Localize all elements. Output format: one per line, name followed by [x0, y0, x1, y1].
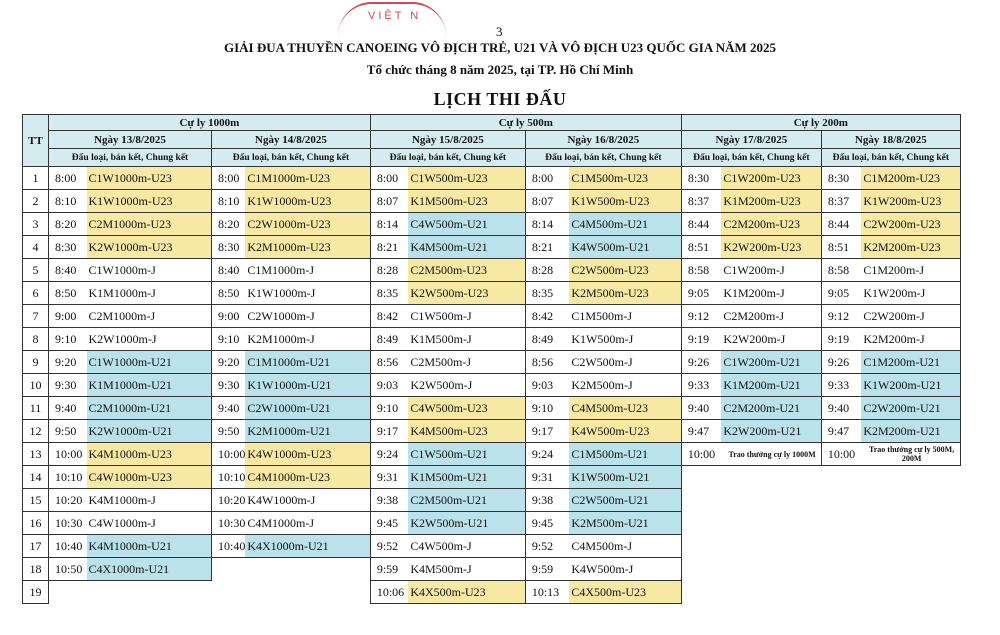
- race-event: C2W1000m-U21: [245, 397, 370, 420]
- row-number: 4: [23, 236, 49, 259]
- race-time: 9:45: [370, 512, 408, 535]
- race-time: 9:24: [370, 443, 408, 466]
- race-time: 8:00: [525, 167, 569, 190]
- race-time: 8:40: [49, 259, 87, 282]
- race-time: 9:19: [681, 328, 721, 351]
- race-event: K1M500m-J: [408, 328, 525, 351]
- race-time: 8:50: [49, 282, 87, 305]
- table-row: [23, 374, 961, 397]
- race-event: C4M500m-J: [569, 535, 681, 558]
- race-event: K2W1000m-J: [87, 328, 212, 351]
- empty-cell: [681, 489, 721, 512]
- empty-cell: [721, 581, 821, 604]
- race-event: C1W200m-U21: [721, 351, 821, 374]
- race-event: C4X1000m-U21: [87, 558, 212, 581]
- race-event: K2M200m-U21: [861, 420, 960, 443]
- race-time: 9:33: [681, 374, 721, 397]
- race-time: 9:24: [525, 443, 569, 466]
- race-event: K2M1000m-U23: [245, 236, 370, 259]
- empty-cell: [245, 558, 370, 581]
- race-event: C2W500m-U21: [569, 489, 681, 512]
- empty-cell: [212, 558, 246, 581]
- empty-cell: [681, 581, 721, 604]
- document-subtitle: Tổ chức tháng 8 năm 2025, tại TP. Hồ Chí Minh: [366, 62, 634, 77]
- race-event: K2W500m-U23: [408, 282, 525, 305]
- race-time: 9:19: [821, 328, 861, 351]
- empty-cell: [681, 535, 721, 558]
- table-row: [23, 167, 961, 190]
- row-number: 3: [23, 213, 49, 236]
- race-time: 9:40: [49, 397, 87, 420]
- distance-header-1000: Cự ly 1000m: [49, 115, 371, 131]
- race-time: 9:17: [525, 420, 569, 443]
- table-row: [23, 558, 961, 581]
- race-time: 8:07: [370, 190, 408, 213]
- table-row: [23, 397, 961, 420]
- document-title: GIẢI ĐUA THUYỀN CANOEING VÔ ĐỊCH TRẺ, U21 VÀ VÔ ĐỊCH U23 QUỐC GIA NĂM 2025: [223, 40, 777, 55]
- race-event: K2W500m-U21: [408, 512, 525, 535]
- race-time: 9:40: [681, 397, 721, 420]
- race-event: C2M500m-J: [408, 351, 525, 374]
- empty-cell: [861, 466, 960, 489]
- race-event: K4M1000m-J: [87, 489, 212, 512]
- race-event: K1M500m-U23: [408, 190, 525, 213]
- tt-header: TT: [23, 115, 49, 167]
- race-event: C2W200m-U21: [861, 397, 960, 420]
- table-row: [23, 213, 961, 236]
- race-event: K2M500m-J: [569, 374, 681, 397]
- race-event: C1W500m-U23: [408, 167, 525, 190]
- table-row: [23, 328, 961, 351]
- race-time: 9:38: [370, 489, 408, 512]
- race-event: K4X1000m-U21: [245, 535, 370, 558]
- empty-cell: [821, 512, 861, 535]
- race-time: 10:40: [212, 535, 246, 558]
- race-time: 8:28: [525, 259, 569, 282]
- race-event: K1W500m-U23: [569, 190, 681, 213]
- row-number: 12: [23, 420, 49, 443]
- race-event: K2W200m-U23: [721, 236, 821, 259]
- race-time: 8:00: [212, 167, 246, 190]
- round-header: Đấu loại, bán kết, Chung kết: [681, 149, 821, 167]
- table-row: [23, 190, 961, 213]
- race-time: 8:35: [370, 282, 408, 305]
- race-time: 10:50: [49, 558, 87, 581]
- empty-cell: [212, 581, 246, 604]
- race-time: 9:40: [821, 397, 861, 420]
- race-event: K4M1000m-U21: [87, 535, 212, 558]
- race-time: 10:06: [370, 581, 408, 604]
- race-time: 9:33: [821, 374, 861, 397]
- empty-cell: [245, 581, 370, 604]
- race-event: C1M500m-J: [569, 305, 681, 328]
- empty-cell: [821, 535, 861, 558]
- race-time: 8:30: [681, 167, 721, 190]
- race-time: 8:51: [821, 236, 861, 259]
- race-time: 9:20: [49, 351, 87, 374]
- race-event: C2M500m-U21: [408, 489, 525, 512]
- row-number: 15: [23, 489, 49, 512]
- row-number: 1: [23, 167, 49, 190]
- race-time: 9:05: [681, 282, 721, 305]
- race-time: 10:00: [821, 443, 861, 466]
- day-header: Ngày 14/8/2025: [212, 131, 371, 149]
- table-row: [23, 420, 961, 443]
- table-row: [23, 581, 961, 604]
- race-time: 8:10: [212, 190, 246, 213]
- race-event: K2W200m-J: [721, 328, 821, 351]
- race-time: 8:58: [681, 259, 721, 282]
- race-event: C2M1000m-U21: [87, 397, 212, 420]
- table-row: [23, 466, 961, 489]
- race-time: 10:30: [49, 512, 87, 535]
- race-event: C4M500m-U23: [569, 397, 681, 420]
- race-event: K2M200m-U23: [861, 236, 960, 259]
- empty-cell: [821, 489, 861, 512]
- race-time: 9:12: [681, 305, 721, 328]
- race-event: K4M500m-U21: [408, 236, 525, 259]
- race-time: 10:30: [212, 512, 246, 535]
- race-event: C2M500m-U23: [408, 259, 525, 282]
- race-time: 10:00: [681, 443, 721, 466]
- table-row: [23, 259, 961, 282]
- table-row: [23, 489, 961, 512]
- race-time: 9:45: [525, 512, 569, 535]
- race-event: C2W200m-U23: [861, 213, 960, 236]
- race-time: 9:52: [370, 535, 408, 558]
- race-time: 10:40: [49, 535, 87, 558]
- race-time: 8:37: [681, 190, 721, 213]
- race-event: K1W500m-J: [569, 328, 681, 351]
- race-time: 9:00: [212, 305, 246, 328]
- race-time: 8:37: [821, 190, 861, 213]
- race-event: C1W1000m-J: [87, 259, 212, 282]
- race-time: 8:21: [525, 236, 569, 259]
- race-event: K4W500m-U21: [569, 236, 681, 259]
- race-event: C2W500m-J: [569, 351, 681, 374]
- distance-header-500: Cự ly 500m: [370, 115, 681, 131]
- race-event: C2M200m-U21: [721, 397, 821, 420]
- row-number: 2: [23, 190, 49, 213]
- race-time: 8:49: [370, 328, 408, 351]
- race-time: 8:30: [821, 167, 861, 190]
- race-time: 10:10: [49, 466, 87, 489]
- race-event: C2W200m-J: [861, 305, 960, 328]
- race-event: C1M500m-U23: [569, 167, 681, 190]
- race-time: 10:00: [212, 443, 246, 466]
- race-event: C4W500m-J: [408, 535, 525, 558]
- race-event: C4X500m-U23: [569, 581, 681, 604]
- race-time: 8:30: [212, 236, 246, 259]
- empty-cell: [861, 581, 960, 604]
- race-time: 8:40: [212, 259, 246, 282]
- race-event: C4M500m-U21: [569, 213, 681, 236]
- race-time: 9:50: [49, 420, 87, 443]
- race-event: C4M1000m-J: [245, 512, 370, 535]
- race-event: C1W1000m-U23: [87, 167, 212, 190]
- race-time: 9:59: [525, 558, 569, 581]
- empty-cell: [721, 489, 821, 512]
- race-event: C1W1000m-U21: [87, 351, 212, 374]
- race-event: K4W1000m-U23: [245, 443, 370, 466]
- race-event: C1M1000m-J: [245, 259, 370, 282]
- race-time: 9:40: [212, 397, 246, 420]
- race-time: 9:03: [525, 374, 569, 397]
- empty-cell: [821, 581, 861, 604]
- race-time: 8:14: [370, 213, 408, 236]
- row-number: 6: [23, 282, 49, 305]
- race-event: C2M1000m-U23: [87, 213, 212, 236]
- race-event: K1M200m-J: [721, 282, 821, 305]
- row-number: 13: [23, 443, 49, 466]
- row-number: 7: [23, 305, 49, 328]
- race-event: C1W200m-U23: [721, 167, 821, 190]
- race-event: C2M1000m-J: [87, 305, 212, 328]
- empty-cell: [861, 535, 960, 558]
- stamp-text: VIỆT N: [368, 10, 422, 22]
- race-event: C1W500m-U21: [408, 443, 525, 466]
- race-time: 8:35: [525, 282, 569, 305]
- race-time: 8:58: [821, 259, 861, 282]
- empty-cell: [861, 489, 960, 512]
- empty-cell: [681, 512, 721, 535]
- day-header: Ngày 16/8/2025: [525, 131, 681, 149]
- table-row: [23, 305, 961, 328]
- day-header: Ngày 17/8/2025: [681, 131, 821, 149]
- race-event: K2W200m-U21: [721, 420, 821, 443]
- race-event: C1M1000m-U21: [245, 351, 370, 374]
- race-time: 9:59: [370, 558, 408, 581]
- empty-cell: [49, 581, 87, 604]
- race-event: C1M200m-U23: [861, 167, 960, 190]
- race-event: C2W1000m-U23: [245, 213, 370, 236]
- race-time: 9:10: [525, 397, 569, 420]
- race-time: 9:31: [525, 466, 569, 489]
- race-event: C1W500m-J: [408, 305, 525, 328]
- race-time: 8:28: [370, 259, 408, 282]
- race-event: K4W500m-J: [569, 558, 681, 581]
- race-event: K4W500m-U23: [569, 420, 681, 443]
- race-event: K2M1000m-J: [245, 328, 370, 351]
- race-time: 9:50: [212, 420, 246, 443]
- empty-cell: [721, 558, 821, 581]
- race-time: 8:20: [212, 213, 246, 236]
- race-event: C1M200m-J: [861, 259, 960, 282]
- race-event: C2M200m-J: [721, 305, 821, 328]
- round-header: Đấu loại, bán kết, Chung kết: [821, 149, 960, 167]
- race-time: 8:44: [681, 213, 721, 236]
- race-event: K1M1000m-J: [87, 282, 212, 305]
- row-number: 9: [23, 351, 49, 374]
- race-time: 8:14: [525, 213, 569, 236]
- row-number: 19: [23, 581, 49, 604]
- table-row: [23, 351, 961, 374]
- distance-header-200: Cự ly 200m: [681, 115, 960, 131]
- round-header: Đấu loại, bán kết, Chung kết: [49, 149, 212, 167]
- award-ceremony: Trao thưởng cự ly 500M, 200M: [861, 443, 960, 466]
- row-number: 18: [23, 558, 49, 581]
- race-event: C1M500m-U21: [569, 443, 681, 466]
- race-time: 9:47: [821, 420, 861, 443]
- schedule-title: LỊCH THI ĐẤU: [433, 89, 567, 109]
- race-time: 9:26: [681, 351, 721, 374]
- race-time: 8:20: [49, 213, 87, 236]
- race-time: 9:20: [212, 351, 246, 374]
- race-time: 9:10: [49, 328, 87, 351]
- race-event: K2M200m-J: [861, 328, 960, 351]
- race-event: C4M1000m-U23: [245, 466, 370, 489]
- empty-cell: [861, 512, 960, 535]
- row-number: 8: [23, 328, 49, 351]
- race-time: 9:17: [370, 420, 408, 443]
- race-event: C1M200m-U21: [861, 351, 960, 374]
- race-time: 9:10: [212, 328, 246, 351]
- empty-cell: [821, 558, 861, 581]
- race-event: K4M500m-U23: [408, 420, 525, 443]
- race-time: 9:03: [370, 374, 408, 397]
- day-header: Ngày 18/8/2025: [821, 131, 960, 149]
- row-number: 5: [23, 259, 49, 282]
- race-time: 8:21: [370, 236, 408, 259]
- race-event: K1W1000m-U23: [87, 190, 212, 213]
- race-event: C4W500m-U21: [408, 213, 525, 236]
- empty-cell: [721, 512, 821, 535]
- race-event: C1M1000m-U23: [245, 167, 370, 190]
- schedule-table: [22, 114, 961, 604]
- race-time: 9:05: [821, 282, 861, 305]
- race-event: K1W200m-U21: [861, 374, 960, 397]
- row-number: 17: [23, 535, 49, 558]
- race-time: 10:20: [49, 489, 87, 512]
- empty-cell: [87, 581, 212, 604]
- race-time: 10:20: [212, 489, 246, 512]
- row-number: 14: [23, 466, 49, 489]
- row-number: 11: [23, 397, 49, 420]
- race-event: C2M200m-U23: [721, 213, 821, 236]
- day-header: Ngày 15/8/2025: [370, 131, 525, 149]
- race-event: K1W1000m-J: [245, 282, 370, 305]
- race-event: K1W500m-U21: [569, 466, 681, 489]
- race-event: K4M1000m-U23: [87, 443, 212, 466]
- race-event: C1W200m-J: [721, 259, 821, 282]
- race-time: 8:50: [212, 282, 246, 305]
- empty-cell: [721, 535, 821, 558]
- empty-cell: [821, 466, 861, 489]
- race-event: K1M200m-U23: [721, 190, 821, 213]
- round-header: Đấu loại, bán kết, Chung kết: [525, 149, 681, 167]
- empty-cell: [721, 466, 821, 489]
- race-event: K2W500m-J: [408, 374, 525, 397]
- race-time: 8:00: [49, 167, 87, 190]
- race-time: 8:42: [525, 305, 569, 328]
- race-event: C4W500m-U23: [408, 397, 525, 420]
- race-time: 8:49: [525, 328, 569, 351]
- round-header: Đấu loại, bán kết, Chung kết: [370, 149, 525, 167]
- row-number: 16: [23, 512, 49, 535]
- race-time: 8:10: [49, 190, 87, 213]
- race-event: K2M500m-U23: [569, 282, 681, 305]
- race-time: 9:00: [49, 305, 87, 328]
- race-time: 10:10: [212, 466, 246, 489]
- table-row: [23, 282, 961, 305]
- page-number: 3: [496, 24, 503, 39]
- race-event: K1W200m-U23: [861, 190, 960, 213]
- race-time: 9:47: [681, 420, 721, 443]
- race-time: 10:00: [49, 443, 87, 466]
- race-time: 8:00: [370, 167, 408, 190]
- race-event: K1M1000m-U21: [87, 374, 212, 397]
- race-event: C4W1000m-U23: [87, 466, 212, 489]
- race-time: 9:26: [821, 351, 861, 374]
- race-event: K1W1000m-U23: [245, 190, 370, 213]
- race-time: 9:31: [370, 466, 408, 489]
- race-event: C4W1000m-J: [87, 512, 212, 535]
- row-number: 10: [23, 374, 49, 397]
- race-event: K1W200m-J: [861, 282, 960, 305]
- race-event: C2W1000m-J: [245, 305, 370, 328]
- race-event: K2M500m-U21: [569, 512, 681, 535]
- race-time: 9:30: [212, 374, 246, 397]
- schedule-body: [23, 167, 961, 604]
- race-time: 8:44: [821, 213, 861, 236]
- race-time: 8:51: [681, 236, 721, 259]
- table-row: [23, 512, 961, 535]
- table-row: [23, 443, 961, 466]
- race-event: C2W500m-U23: [569, 259, 681, 282]
- table-row: [23, 236, 961, 259]
- round-header: Đấu loại, bán kết, Chung kết: [212, 149, 371, 167]
- race-time: 8:56: [370, 351, 408, 374]
- race-time: 8:56: [525, 351, 569, 374]
- award-ceremony: Trao thưởng cự ly 1000M: [721, 443, 821, 466]
- race-time: 9:30: [49, 374, 87, 397]
- race-time: 10:13: [525, 581, 569, 604]
- race-time: 9:38: [525, 489, 569, 512]
- race-event: K1M200m-U21: [721, 374, 821, 397]
- race-time: 8:07: [525, 190, 569, 213]
- race-event: K4M500m-J: [408, 558, 525, 581]
- race-time: 8:30: [49, 236, 87, 259]
- race-time: 8:42: [370, 305, 408, 328]
- empty-cell: [681, 558, 721, 581]
- race-time: 9:12: [821, 305, 861, 328]
- race-event: K1W1000m-U21: [245, 374, 370, 397]
- race-event: K2M1000m-U21: [245, 420, 370, 443]
- empty-cell: [681, 466, 721, 489]
- race-event: K2W1000m-U21: [87, 420, 212, 443]
- race-event: K4W1000m-J: [245, 489, 370, 512]
- table-row: [23, 535, 961, 558]
- race-event: K2W1000m-U23: [87, 236, 212, 259]
- race-time: 9:52: [525, 535, 569, 558]
- race-time: 9:10: [370, 397, 408, 420]
- day-header: Ngày 13/8/2025: [49, 131, 212, 149]
- race-event: K4X500m-U23: [408, 581, 525, 604]
- empty-cell: [861, 558, 960, 581]
- race-event: K1M500m-U21: [408, 466, 525, 489]
